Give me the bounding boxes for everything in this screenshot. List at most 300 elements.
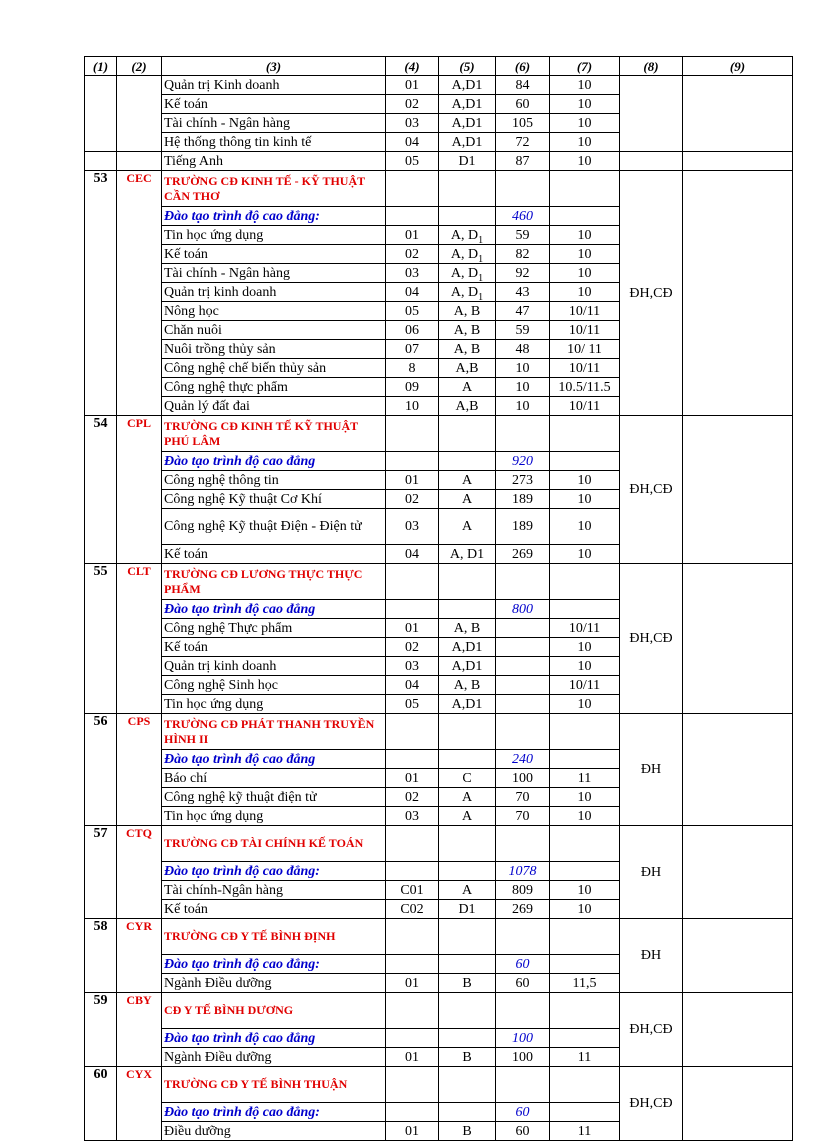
major-name: Công nghệ Kỹ thuật Cơ Khí bbox=[162, 490, 386, 509]
exam-block-text: A,B bbox=[455, 398, 479, 414]
training-note: ĐH,CĐ bbox=[620, 1067, 683, 1141]
quota-value: 60 bbox=[496, 974, 550, 993]
table-row bbox=[85, 76, 793, 95]
major-name: Kế toán bbox=[162, 95, 386, 114]
major-code: 03 bbox=[386, 657, 439, 676]
empty-cell bbox=[439, 714, 496, 750]
exam-block bbox=[439, 695, 496, 714]
note-cell bbox=[620, 152, 683, 171]
major-name: Công nghệ Thực phẩm bbox=[162, 619, 386, 638]
exam-block-text: A, B bbox=[453, 303, 481, 319]
table-row bbox=[85, 416, 793, 452]
empty-cell bbox=[439, 993, 496, 1029]
empty-cell bbox=[496, 171, 550, 207]
exam-block bbox=[439, 676, 496, 695]
exam-block-text: B bbox=[462, 1049, 472, 1065]
exam-block bbox=[439, 900, 496, 919]
exam-block bbox=[439, 359, 496, 378]
major-code: 04 bbox=[386, 133, 439, 152]
min-score: 10 bbox=[550, 264, 620, 283]
empty-cell bbox=[386, 862, 439, 881]
exam-block bbox=[439, 545, 496, 564]
major-code: 01 bbox=[386, 974, 439, 993]
table-row bbox=[85, 714, 793, 750]
school-code: CYX bbox=[117, 1067, 162, 1141]
extra-cell bbox=[683, 152, 793, 171]
major-name: Tài chính - Ngân hàng bbox=[162, 114, 386, 133]
empty-cell bbox=[550, 1029, 620, 1048]
major-code: 01 bbox=[386, 471, 439, 490]
major-name: Kế toán bbox=[162, 638, 386, 657]
exam-block bbox=[439, 283, 496, 302]
column-header: (2) bbox=[117, 57, 162, 76]
empty-cell bbox=[386, 452, 439, 471]
exam-block-text: A, D bbox=[450, 284, 479, 300]
empty-cell bbox=[496, 919, 550, 955]
total-quota: 920 bbox=[496, 452, 550, 471]
major-name: Tin học ứng dụng bbox=[162, 807, 386, 826]
exam-block-text: A, D1 bbox=[449, 546, 485, 562]
empty-cell bbox=[496, 714, 550, 750]
exam-block: D1 bbox=[439, 152, 496, 171]
major-code: 03 bbox=[386, 114, 439, 133]
major-code: 05 bbox=[386, 302, 439, 321]
empty-cell bbox=[386, 600, 439, 619]
exam-block-text: A, B bbox=[453, 620, 481, 636]
index-cell bbox=[85, 152, 117, 171]
column-header: (6) bbox=[496, 57, 550, 76]
exam-block-text: A,B bbox=[455, 360, 479, 376]
quota-value: 47 bbox=[496, 302, 550, 321]
school-code: CYR bbox=[117, 919, 162, 993]
quota-value bbox=[496, 695, 550, 714]
exam-block-text: C bbox=[462, 770, 472, 786]
major-code: C02 bbox=[386, 900, 439, 919]
major-code: 02 bbox=[386, 638, 439, 657]
total-quota: 800 bbox=[496, 600, 550, 619]
training-level: Đào tạo trình độ cao đẳng: bbox=[162, 207, 386, 226]
major-name: Công nghệ kỹ thuật điện tử bbox=[162, 788, 386, 807]
major-name: Quản trị kinh doanh bbox=[162, 283, 386, 302]
empty-cell bbox=[550, 564, 620, 600]
exam-block-text: A, D bbox=[450, 265, 479, 281]
school-name: TRƯỜNG CĐ LƯƠNG THỰC THỰC PHẨM bbox=[162, 564, 386, 600]
training-level: Đào tạo trình độ cao đẳng bbox=[162, 452, 386, 471]
quota-value: 70 bbox=[496, 807, 550, 826]
training-note: ĐH,CĐ bbox=[620, 416, 683, 564]
column-header: (1) bbox=[85, 57, 117, 76]
exam-block-text: A, B bbox=[453, 677, 481, 693]
total-quota: 240 bbox=[496, 750, 550, 769]
quota-value: 10 bbox=[496, 378, 550, 397]
empty-cell bbox=[550, 955, 620, 974]
empty-cell bbox=[386, 750, 439, 769]
min-score: 10 bbox=[550, 509, 620, 545]
exam-block bbox=[439, 657, 496, 676]
school-name: TRƯỜNG CĐ KINH TẾ KỸ THUẬT PHÚ LÂM bbox=[162, 416, 386, 452]
exam-block bbox=[439, 807, 496, 826]
exam-block bbox=[439, 788, 496, 807]
empty-cell bbox=[439, 955, 496, 974]
major-code: 02 bbox=[386, 245, 439, 264]
empty-cell bbox=[439, 171, 496, 207]
major-name: Tài chính - Ngân hàng bbox=[162, 264, 386, 283]
empty-cell bbox=[496, 826, 550, 862]
min-score: 10 bbox=[550, 283, 620, 302]
exam-block-subscript: 1 bbox=[478, 272, 484, 283]
quota-value: 72 bbox=[496, 133, 550, 152]
exam-block-text: B bbox=[462, 975, 472, 991]
empty-cell bbox=[550, 416, 620, 452]
major-code: 09 bbox=[386, 378, 439, 397]
table-row bbox=[85, 564, 793, 600]
major-name: Kế toán bbox=[162, 900, 386, 919]
training-level: Đào tạo trình độ cao đẳng bbox=[162, 1029, 386, 1048]
major-name: Ngành Điều dưỡng bbox=[162, 974, 386, 993]
empty-cell bbox=[386, 207, 439, 226]
major-name: Công nghệ chế biến thủy sản bbox=[162, 359, 386, 378]
empty-cell bbox=[550, 600, 620, 619]
extra-cell bbox=[683, 714, 793, 826]
exam-block-text: A, B bbox=[453, 341, 481, 357]
school-name: TRƯỜNG CĐ KINH TẾ - KỸ THUẬT CẦN THƠ bbox=[162, 171, 386, 207]
quota-value: 105 bbox=[496, 114, 550, 133]
empty-cell bbox=[386, 826, 439, 862]
empty-cell bbox=[439, 564, 496, 600]
empty-cell bbox=[550, 452, 620, 471]
exam-block-text: A bbox=[461, 808, 473, 824]
min-score: 10 bbox=[550, 545, 620, 564]
empty-cell bbox=[496, 564, 550, 600]
major-code: 06 bbox=[386, 321, 439, 340]
major-name: Công nghệ thực phẩm bbox=[162, 378, 386, 397]
total-quota: 100 bbox=[496, 1029, 550, 1048]
empty-cell bbox=[550, 1103, 620, 1122]
quota-value: 59 bbox=[496, 226, 550, 245]
major-name: Tiếng Anh bbox=[162, 152, 386, 171]
exam-block bbox=[439, 1122, 496, 1141]
empty-cell bbox=[386, 1103, 439, 1122]
min-score: 11 bbox=[550, 1048, 620, 1067]
exam-block bbox=[439, 397, 496, 416]
empty-cell bbox=[439, 826, 496, 862]
empty-cell bbox=[386, 714, 439, 750]
school-name: TRƯỜNG CĐ Y TẾ BÌNH THUẬN bbox=[162, 1067, 386, 1103]
major-code: 01 bbox=[386, 769, 439, 788]
school-number: 54 bbox=[85, 416, 117, 564]
training-level: Đào tạo trình độ cao đẳng: bbox=[162, 955, 386, 974]
min-score: 10/11 bbox=[550, 359, 620, 378]
empty-cell bbox=[550, 993, 620, 1029]
extra-cell bbox=[683, 826, 793, 919]
empty-cell bbox=[439, 452, 496, 471]
exam-block bbox=[439, 245, 496, 264]
major-name: Chăn nuôi bbox=[162, 321, 386, 340]
code-cell bbox=[117, 76, 162, 152]
empty-cell bbox=[386, 1067, 439, 1103]
school-code: CPL bbox=[117, 416, 162, 564]
school-name: TRƯỜNG CĐ Y TẾ BÌNH ĐỊNH bbox=[162, 919, 386, 955]
quota-value bbox=[496, 638, 550, 657]
major-code: 07 bbox=[386, 340, 439, 359]
quota-value: 10 bbox=[496, 397, 550, 416]
school-number: 60 bbox=[85, 1067, 117, 1141]
empty-cell bbox=[439, 600, 496, 619]
total-quota: 1078 bbox=[496, 862, 550, 881]
major-name: Nông học bbox=[162, 302, 386, 321]
exam-block: A,D1 bbox=[439, 133, 496, 152]
major-name: Công nghệ Kỹ thuật Điện - Điện tử bbox=[162, 509, 386, 545]
major-code: 01 bbox=[386, 1122, 439, 1141]
training-note: ĐH bbox=[620, 919, 683, 993]
extra-cell bbox=[683, 919, 793, 993]
quota-value bbox=[496, 657, 550, 676]
min-score: 10/11 bbox=[550, 676, 620, 695]
min-score: 10 bbox=[550, 657, 620, 676]
column-header: (9) bbox=[683, 57, 793, 76]
major-code: 01 bbox=[386, 226, 439, 245]
quota-value: 84 bbox=[496, 76, 550, 95]
training-level: Đào tạo trình độ cao đẳng bbox=[162, 600, 386, 619]
empty-cell bbox=[386, 993, 439, 1029]
exam-block-text: A,D1 bbox=[451, 696, 483, 712]
exam-block bbox=[439, 619, 496, 638]
admissions-table bbox=[84, 56, 793, 1141]
major-name: Báo chí bbox=[162, 769, 386, 788]
school-name: TRƯỜNG CĐ PHÁT THANH TRUYỀN HÌNH II bbox=[162, 714, 386, 750]
min-score: 10 bbox=[550, 638, 620, 657]
major-code: 05 bbox=[386, 152, 439, 171]
min-score: 10 bbox=[550, 881, 620, 900]
min-score: 10 bbox=[550, 807, 620, 826]
quota-value: 100 bbox=[496, 1048, 550, 1067]
major-name: Kế toán bbox=[162, 545, 386, 564]
training-level: Đào tạo trình độ cao đẳng: bbox=[162, 862, 386, 881]
school-code: CTQ bbox=[117, 826, 162, 919]
empty-cell bbox=[550, 171, 620, 207]
major-name: Ngành Điều dưỡng bbox=[162, 1048, 386, 1067]
training-note: ĐH,CĐ bbox=[620, 993, 683, 1067]
empty-cell bbox=[496, 993, 550, 1029]
school-number: 57 bbox=[85, 826, 117, 919]
exam-block-text: A bbox=[461, 491, 473, 507]
empty-cell bbox=[439, 416, 496, 452]
empty-cell bbox=[439, 750, 496, 769]
major-code: 04 bbox=[386, 283, 439, 302]
major-name: Công nghệ Sinh học bbox=[162, 676, 386, 695]
quota-value bbox=[496, 619, 550, 638]
quota-value: 59 bbox=[496, 321, 550, 340]
table-row bbox=[85, 57, 793, 76]
min-score: 10 bbox=[550, 245, 620, 264]
exam-block: A,D1 bbox=[439, 76, 496, 95]
school-number: 58 bbox=[85, 919, 117, 993]
exam-block bbox=[439, 264, 496, 283]
major-code: 02 bbox=[386, 490, 439, 509]
school-number: 53 bbox=[85, 171, 117, 416]
total-quota: 60 bbox=[496, 955, 550, 974]
code-cell bbox=[117, 152, 162, 171]
major-code: C01 bbox=[386, 881, 439, 900]
empty-cell bbox=[439, 1103, 496, 1122]
extra-cell bbox=[683, 1067, 793, 1141]
quota-value: 269 bbox=[496, 545, 550, 564]
quota-value: 43 bbox=[496, 283, 550, 302]
min-score: 10 bbox=[550, 490, 620, 509]
table-row bbox=[85, 171, 793, 207]
empty-cell bbox=[550, 750, 620, 769]
table-row bbox=[85, 1067, 793, 1103]
quota-value: 10 bbox=[496, 359, 550, 378]
exam-block-text: A,D1 bbox=[451, 658, 483, 674]
school-code: CBY bbox=[117, 993, 162, 1067]
min-score: 10.5/11.5 bbox=[550, 378, 620, 397]
quota-value: 92 bbox=[496, 264, 550, 283]
major-name: Tin học ứng dụng bbox=[162, 226, 386, 245]
min-score: 10/ 11 bbox=[550, 340, 620, 359]
training-level: Đào tạo trình độ cao đẳng: bbox=[162, 1103, 386, 1122]
min-score: 10 bbox=[550, 226, 620, 245]
note-cell bbox=[620, 76, 683, 152]
min-score: 10/11 bbox=[550, 302, 620, 321]
empty-cell bbox=[550, 1067, 620, 1103]
exam-block bbox=[439, 226, 496, 245]
major-code: 04 bbox=[386, 676, 439, 695]
min-score: 10 bbox=[550, 95, 620, 114]
min-score: 11 bbox=[550, 769, 620, 788]
major-name: Điều dưỡng bbox=[162, 1122, 386, 1141]
major-code: 02 bbox=[386, 95, 439, 114]
empty-cell bbox=[496, 416, 550, 452]
exam-block-subscript: 1 bbox=[478, 291, 484, 302]
extra-cell bbox=[683, 993, 793, 1067]
exam-block-text: A, D bbox=[450, 246, 479, 262]
major-code: 01 bbox=[386, 76, 439, 95]
empty-cell bbox=[439, 207, 496, 226]
exam-block-text: A bbox=[461, 789, 473, 805]
empty-cell bbox=[386, 171, 439, 207]
exam-block bbox=[439, 509, 496, 545]
major-name: Quản trị kinh doanh bbox=[162, 657, 386, 676]
major-name: Nuôi trồng thủy sản bbox=[162, 340, 386, 359]
empty-cell bbox=[550, 714, 620, 750]
major-code: 8 bbox=[386, 359, 439, 378]
school-code: CLT bbox=[117, 564, 162, 714]
quota-value: 189 bbox=[496, 490, 550, 509]
exam-block bbox=[439, 378, 496, 397]
table-body bbox=[85, 57, 793, 1141]
exam-block bbox=[439, 638, 496, 657]
major-code: 03 bbox=[386, 509, 439, 545]
major-code: 03 bbox=[386, 264, 439, 283]
exam-block: A,D1 bbox=[439, 95, 496, 114]
major-code: 05 bbox=[386, 695, 439, 714]
empty-cell bbox=[550, 919, 620, 955]
empty-cell bbox=[496, 1067, 550, 1103]
exam-block bbox=[439, 1048, 496, 1067]
min-score: 10 bbox=[550, 900, 620, 919]
quota-value bbox=[496, 676, 550, 695]
extra-cell bbox=[683, 564, 793, 714]
quota-value: 273 bbox=[496, 471, 550, 490]
quota-value: 60 bbox=[496, 1122, 550, 1141]
quota-value: 60 bbox=[496, 95, 550, 114]
empty-cell bbox=[386, 1029, 439, 1048]
major-name: Hệ thống thông tin kinh tế bbox=[162, 133, 386, 152]
training-note: ĐH bbox=[620, 826, 683, 919]
table-row bbox=[85, 919, 793, 955]
quota-value: 100 bbox=[496, 769, 550, 788]
school-code: CPS bbox=[117, 714, 162, 826]
min-score: 10/11 bbox=[550, 397, 620, 416]
exam-block bbox=[439, 769, 496, 788]
table-row bbox=[85, 993, 793, 1029]
extra-cell bbox=[683, 416, 793, 564]
table-row bbox=[85, 152, 793, 171]
exam-block-text: B bbox=[462, 1123, 472, 1139]
exam-block-text: A,D1 bbox=[451, 639, 483, 655]
empty-cell bbox=[386, 416, 439, 452]
school-number: 56 bbox=[85, 714, 117, 826]
empty-cell bbox=[386, 955, 439, 974]
exam-block bbox=[439, 974, 496, 993]
total-quota: 60 bbox=[496, 1103, 550, 1122]
major-name: Công nghệ thông tin bbox=[162, 471, 386, 490]
min-score: 10 bbox=[550, 471, 620, 490]
major-code: 10 bbox=[386, 397, 439, 416]
quota-value: 189 bbox=[496, 509, 550, 545]
quota-value: 87 bbox=[496, 152, 550, 171]
column-header: (5) bbox=[439, 57, 496, 76]
min-score: 10 bbox=[550, 114, 620, 133]
training-level: Đào tạo trình độ cao đẳng bbox=[162, 750, 386, 769]
major-code: 01 bbox=[386, 1048, 439, 1067]
quota-value: 82 bbox=[496, 245, 550, 264]
column-header: (3) bbox=[162, 57, 386, 76]
empty-cell bbox=[550, 207, 620, 226]
quota-value: 809 bbox=[496, 881, 550, 900]
min-score: 11,5 bbox=[550, 974, 620, 993]
major-name: Tài chính-Ngân hàng bbox=[162, 881, 386, 900]
major-code: 01 bbox=[386, 619, 439, 638]
empty-cell bbox=[439, 862, 496, 881]
exam-block bbox=[439, 881, 496, 900]
exam-block-subscript: 1 bbox=[478, 253, 484, 264]
exam-block-text: A bbox=[461, 882, 473, 898]
training-note: ĐH,CĐ bbox=[620, 564, 683, 714]
quota-value: 70 bbox=[496, 788, 550, 807]
exam-block-text: D1 bbox=[458, 901, 476, 917]
training-note: ĐH bbox=[620, 714, 683, 826]
empty-cell bbox=[439, 1067, 496, 1103]
school-number: 55 bbox=[85, 564, 117, 714]
empty-cell bbox=[550, 826, 620, 862]
exam-block-text: A, B bbox=[453, 322, 481, 338]
min-score: 10 bbox=[550, 76, 620, 95]
extra-cell bbox=[683, 76, 793, 152]
exam-block-subscript: 1 bbox=[478, 234, 484, 245]
exam-block-text: A, D bbox=[450, 227, 479, 243]
min-score: 10 bbox=[550, 152, 620, 171]
quota-value: 48 bbox=[496, 340, 550, 359]
exam-block bbox=[439, 302, 496, 321]
exam-block bbox=[439, 471, 496, 490]
exam-block bbox=[439, 321, 496, 340]
column-header: (4) bbox=[386, 57, 439, 76]
school-number: 59 bbox=[85, 993, 117, 1067]
min-score: 11 bbox=[550, 1122, 620, 1141]
school-name: CĐ Y TẾ BÌNH DƯƠNG bbox=[162, 993, 386, 1029]
